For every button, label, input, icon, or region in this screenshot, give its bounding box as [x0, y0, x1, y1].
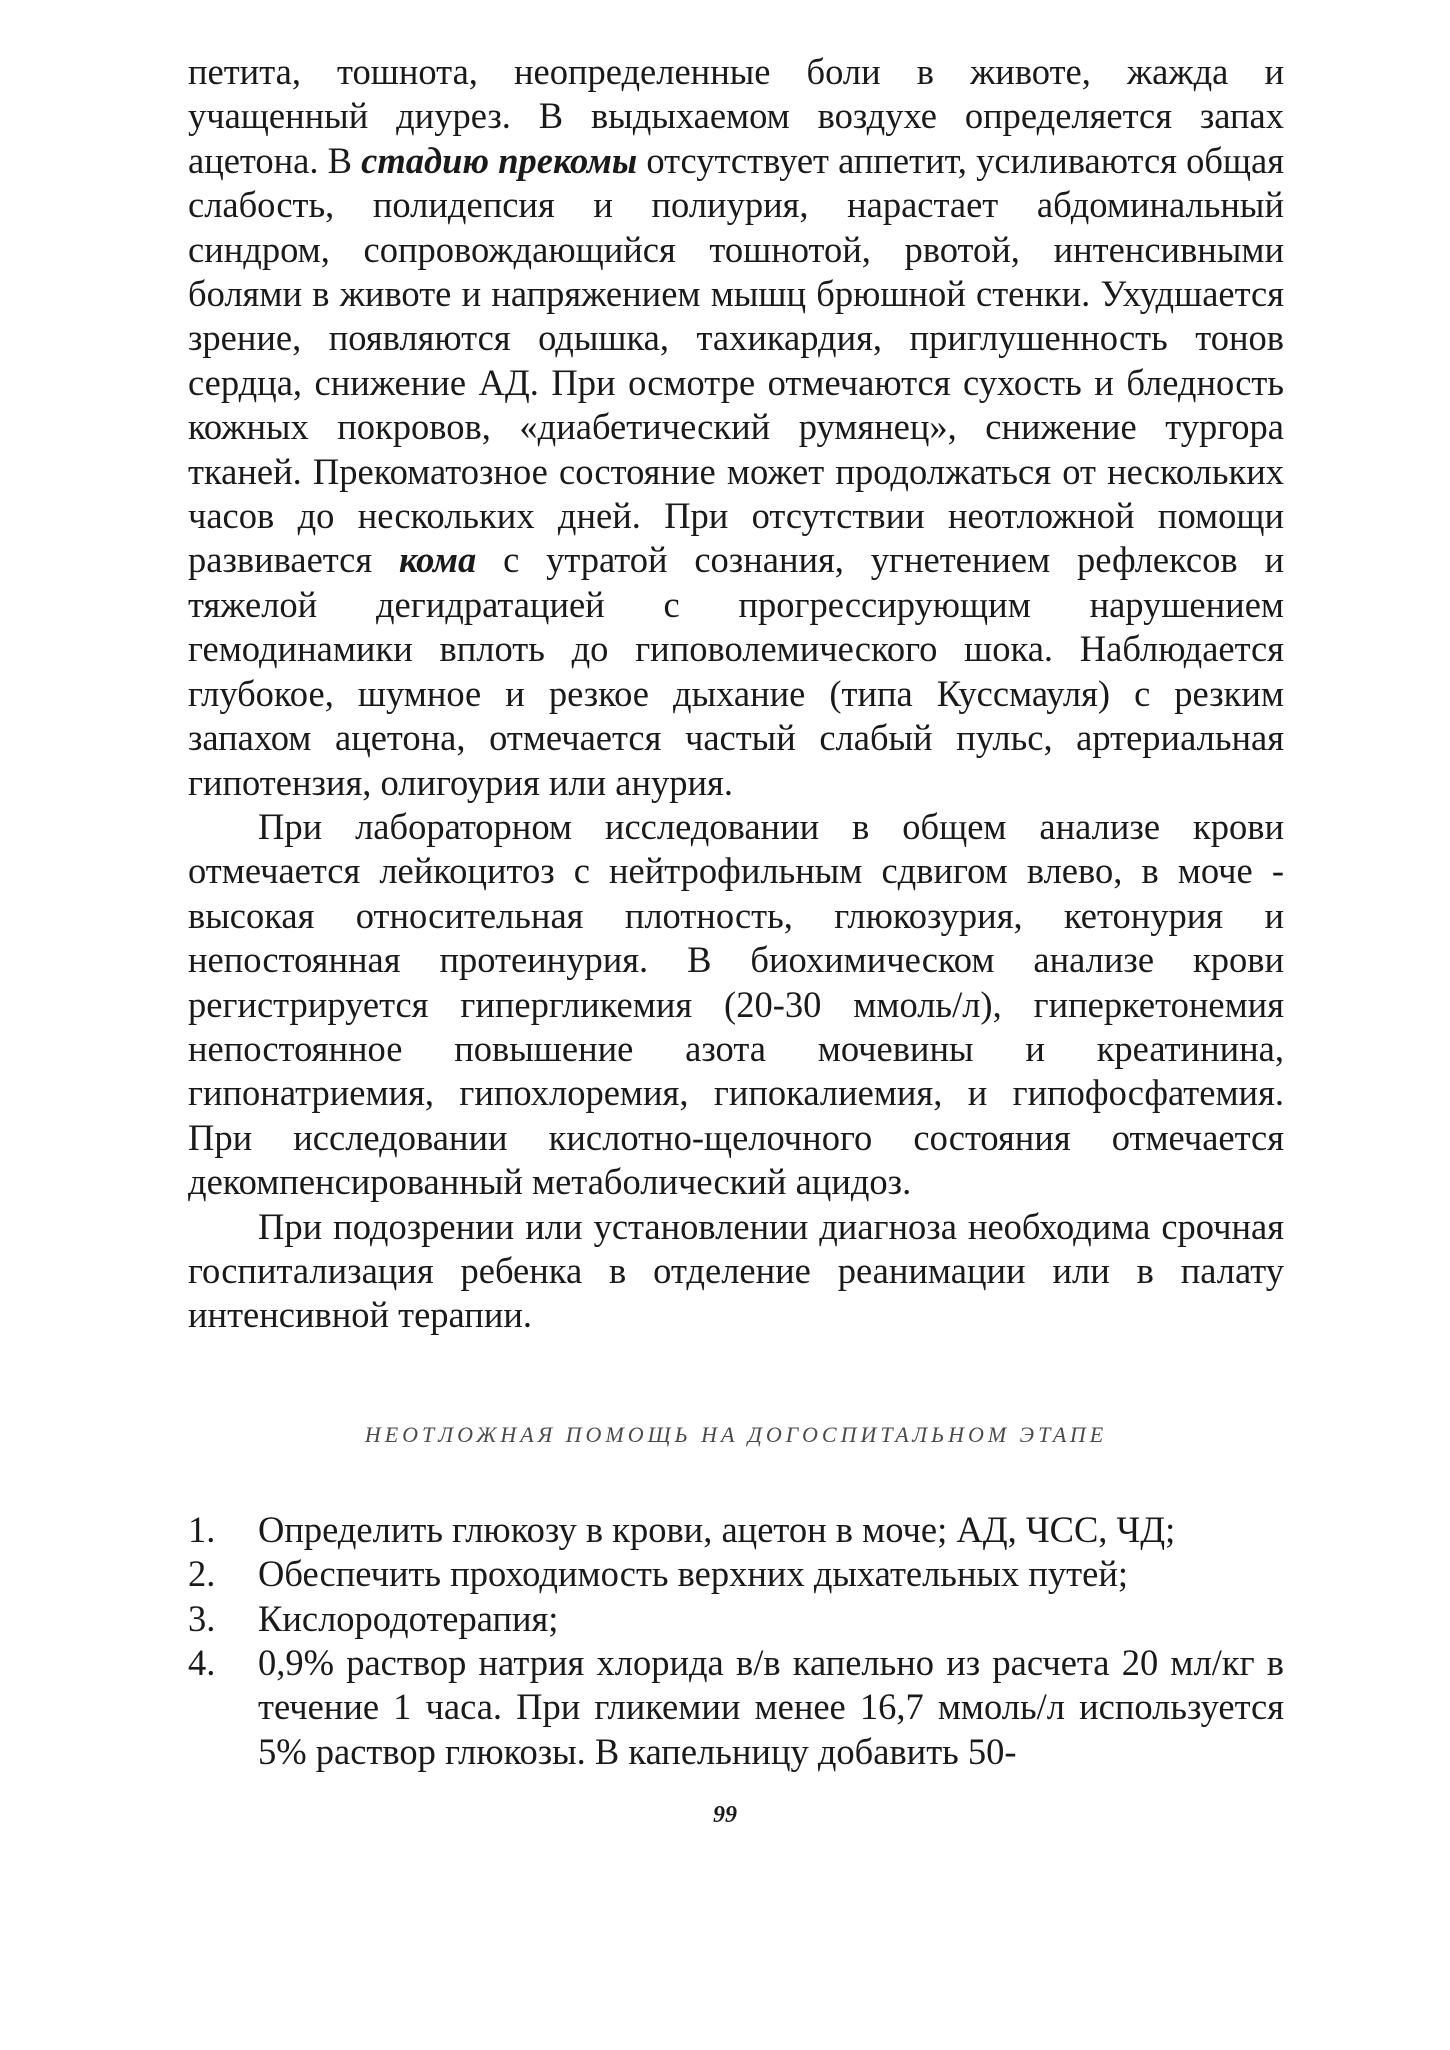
step-item	[188, 1597, 1284, 1641]
step-text: Обеспечить проходимость верхних дыхательных путей;	[258, 1553, 1128, 1595]
text-run: При лабораторном исследовании в общем анализе крови отмечается лейкоцитоз с нейтрофильным сдвигом влево, в моче - высокая относительная плотность, глюкозурия, кетонурия и непостоянная протеинурия. В биохимическом анализе крови регистрируется гипергликемия (20-30 ммоль/л), гиперкетонемия непостоянное повышение азота мочевины и креатинина, гипонатриемия, гипохлоремия, гипокалиемия, и гипофосфатемия. При исследовании кислотно-щелочного состояния отмечается декомпенсированный метаболический ацидоз.	[188, 805, 1284, 1203]
step-item	[188, 1552, 1284, 1596]
step-number: 2.	[188, 1553, 216, 1595]
paragraph-2	[188, 805, 1284, 1205]
step-number: 3.	[188, 1597, 216, 1639]
paragraph-3	[188, 1205, 1284, 1338]
steps-list	[188, 1508, 1284, 1774]
emphasized-term: стадию прекомы	[361, 139, 638, 181]
text-run: с утратой сознания, угнетением рефлексов и тяжелой дегидратацией с прогрессирующим нарушением гемодинамики вплоть до гиповолемического шока. Наблюдается глубокое, шумное и резкое дыхание (типа Куссмауля) с резким запахом ацетона, отмечается частый слабый пульс, артериальная гипотензия, олигоурия или анурия.	[188, 539, 1284, 803]
section-heading: НЕОТЛОЖНАЯ ПОМОЩЬ НА ДОГОСПИТАЛЬНОМ ЭТАПЕ	[364, 1421, 1108, 1447]
paragraph-1	[188, 50, 1284, 805]
page-number: 99	[713, 1802, 737, 1828]
paragraphs	[188, 50, 1284, 1338]
step-text: 0,9% раствор натрия хлорида в/в капельно из расчета 20 мл/кг в течение 1 часа. При гликемии менее 16,7 ммоль/л используется 5% раствор глюкозы. В капельницу добавить 50-	[258, 1642, 1284, 1772]
step-number: 1.	[188, 1508, 216, 1550]
text-run: отсутствует аппетит, усиливаются общая слабость, полидепсия и полиурия, нарастает абдоминальный синдром, сопровождающийся тошнотой, рвотой, интенсивными болями в животе и напряжением мышц брюшной стенки. Ухудшается зрение, появляются одышка, тахикардия, приглушенность тонов сердца, снижение АД. При осмотре отмечаются сухость и бледность кожных покровов, «диабетический румянец», снижение тургора тканей. Прекоматозное состояние может продолжаться от нескольких часов до нескольких дней. При отсутствии неотложной помощи развивается	[188, 139, 1284, 581]
step-text: Кислородотерапия;	[258, 1597, 559, 1639]
page-body	[188, 50, 1284, 1774]
step-number: 4.	[188, 1642, 216, 1683]
step-item	[188, 1641, 1284, 1774]
text-run: петита, тошнота, неопределенные боли в животе, жажда и учащенный диурез. В выдыхаемом воздухе определяется запах ацетона. В	[188, 51, 1284, 181]
step-item	[188, 1508, 1284, 1552]
emphasized-term: кома	[399, 539, 477, 581]
text-run: При подозрении или установлении диагноза необходима срочная госпитализация ребенка в отделение реанимации или в палату интенсивной терапии.	[188, 1205, 1284, 1336]
step-text: Определить глюкозу в крови, ацетон в моче; АД, ЧСС, ЧД;	[258, 1508, 1176, 1550]
